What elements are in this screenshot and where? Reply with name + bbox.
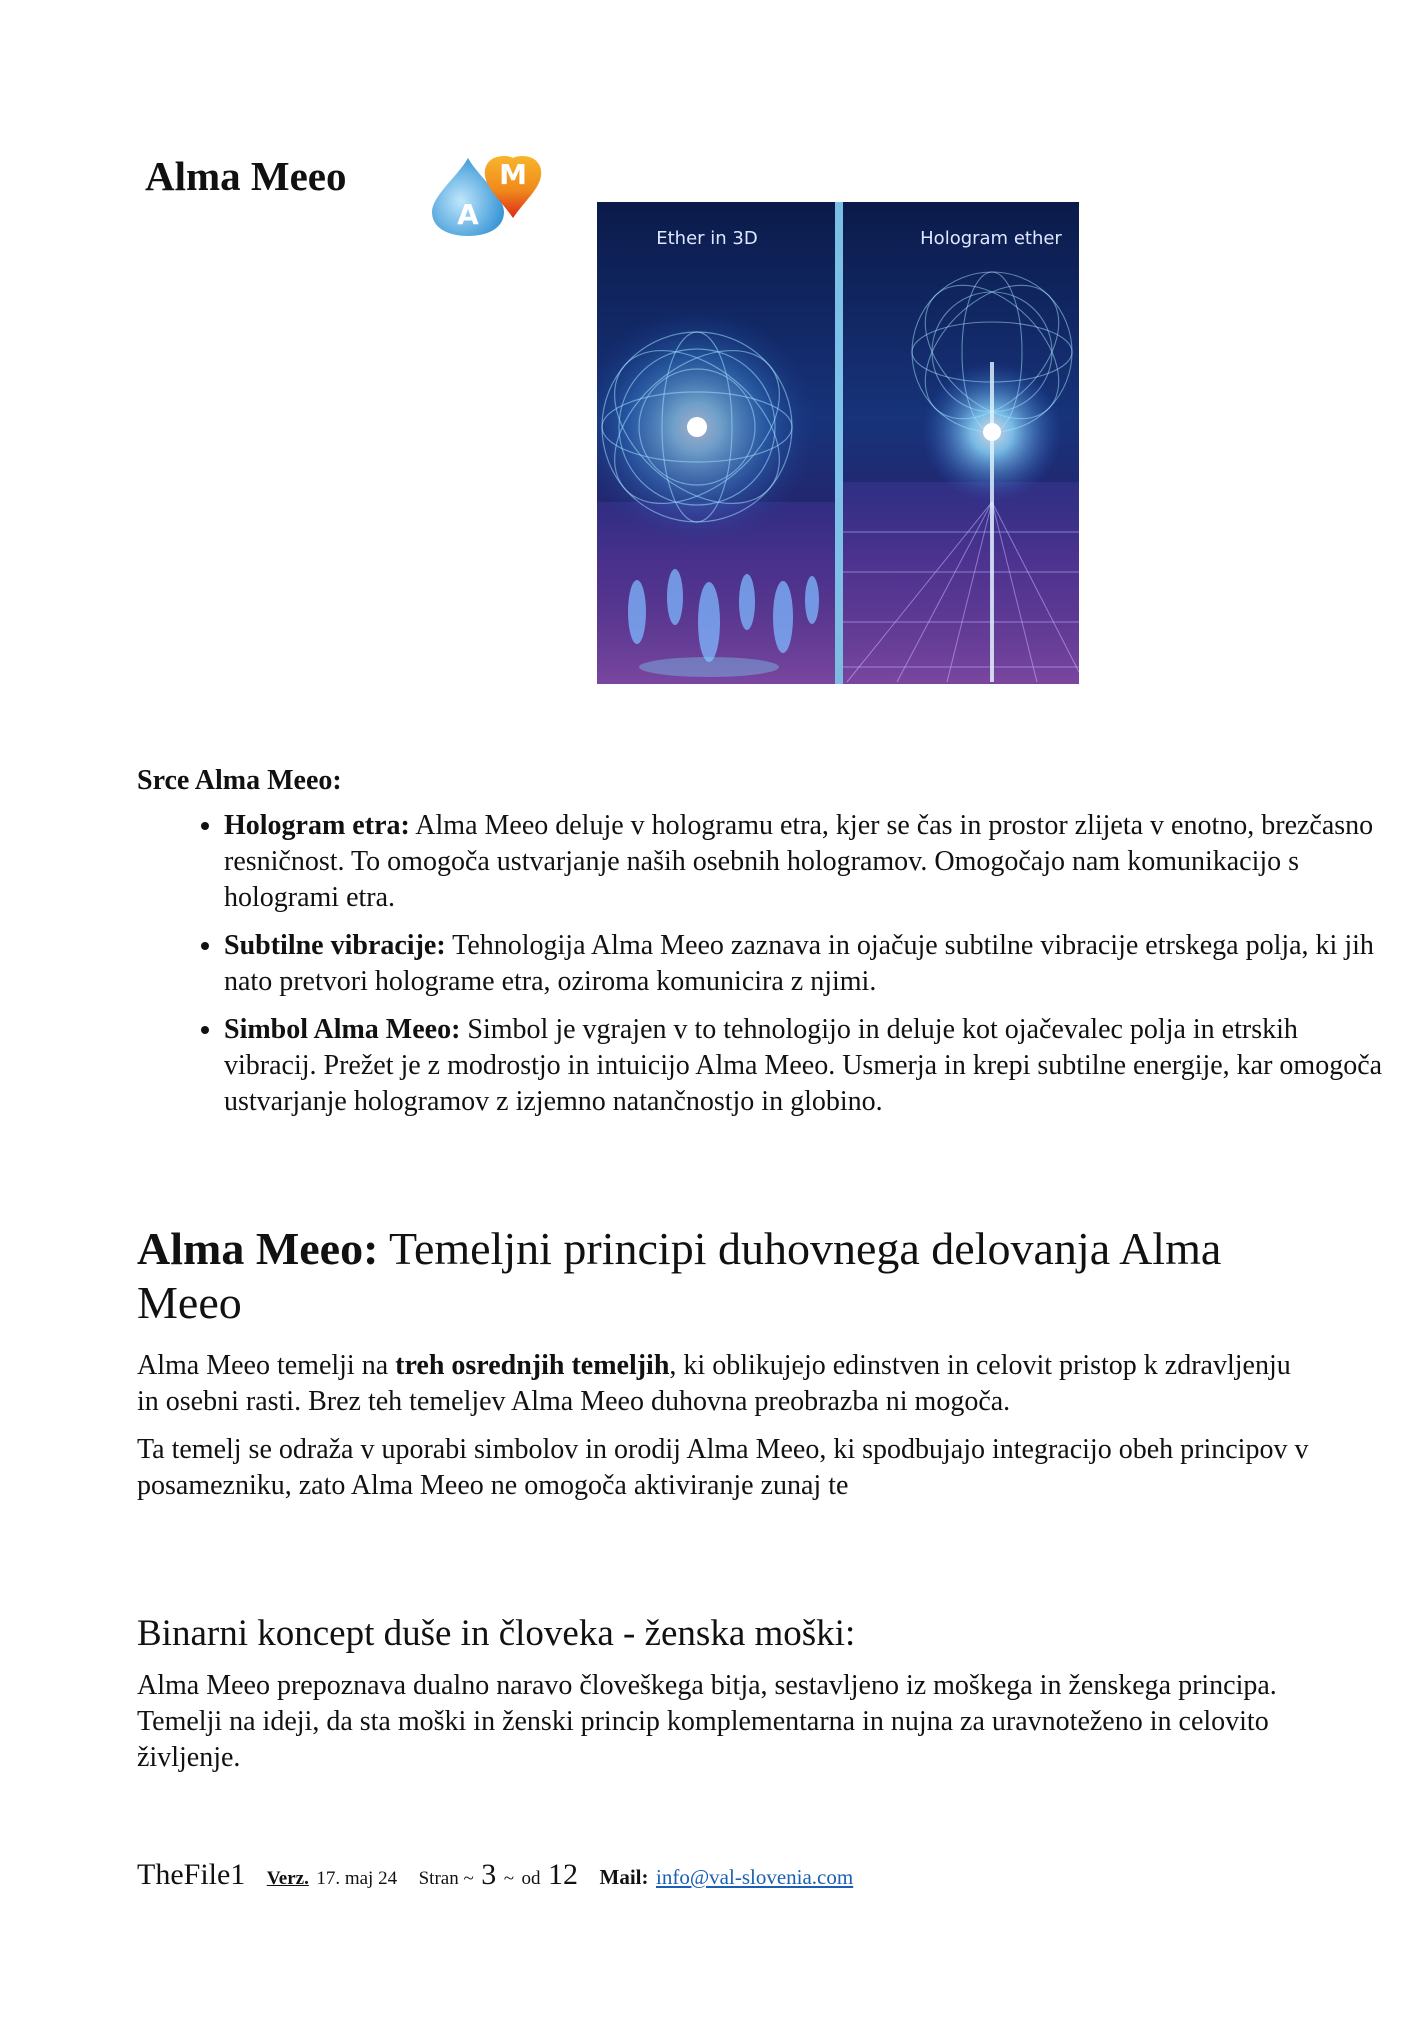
principles-p1-after: , ki oblikujejo edinstven in celovit pristop k zdravljenju in osebni rasti. Brez teh temeljev Alma Meeo duhovna preobrazba ni mogoča. (137, 1350, 1291, 1417)
alma-meeo-logo (428, 148, 573, 238)
section-label-srce: Srce Alma Meeo: (137, 765, 342, 796)
footer-page-number: 3 (481, 1858, 497, 1891)
footer-page-total: 12 (548, 1858, 579, 1891)
logo-letter-a: A (457, 198, 479, 231)
feature-list (137, 808, 1384, 1132)
logo-letter-m: M (499, 158, 527, 191)
feature-text: Tehnologija Alma Meeo zaznava in ojačuje subtilne vibracije etrskega polja, ki jih nato pretvori holograme etra, oziroma komunicira z njimi. (224, 930, 1374, 997)
footer-page-label: Stran ~ (418, 1868, 474, 1889)
principles-heading-rest: Temeljni principi duhovnega delovanja Alma Meeo (137, 1223, 1222, 1328)
list-item (224, 1012, 1384, 1120)
principles-heading-bold: Alma Meeo: (137, 1223, 379, 1274)
hero-label-ether-3d: Ether in 3D (656, 228, 758, 249)
principles-p1-before: Alma Meeo temelji na (137, 1350, 396, 1381)
hero-image-ether (597, 202, 1079, 684)
footer-version-label: Verz. (266, 1868, 309, 1889)
footer-page-separator: ~ (503, 1868, 515, 1889)
brand-title: Alma Meeo (145, 153, 347, 199)
footer-date: 17. maj 24 (316, 1868, 398, 1889)
footer-of-label: od (521, 1868, 541, 1889)
principles-paragraph-2: Ta temelj se odraža v uporabi simbolov in orodij Alma Meeo, ki spodbujajo integracijo obeh principov v posamezniku, zato Alma Meeo ne omogoča aktiviranje zunaj te (137, 1434, 1309, 1501)
feature-text: Alma Meeo deluje v hologramu etra, kjer se čas in prostor zlijeta v enotno, brezčasno resničnost. To omogoča ustvarjanje naših osebnih hologramov. Omogočajo nam komunikacijo s hologrami etra. (224, 810, 1374, 913)
list-item (224, 808, 1384, 916)
page-footer (137, 1858, 853, 1892)
hero-label-hologram-ether: Hologram ether (920, 228, 1062, 249)
feature-text: Simbol je vgrajen v to tehnologijo in deluje kot ojačevalec polja in etrskih vibracij. Prežet je z modrostjo in intuicijo Alma Meeo. Usmerja in krepi subtilne energije, kar omogoča ustvarjanje hologramov z izjemno natančnostjo in globino. (224, 1014, 1383, 1117)
principles-paragraph-1 (137, 1348, 1317, 1420)
binary-paragraph: Alma Meeo prepoznava dualno naravo človeškega bitja, sestavljeno iz moškega in ženskega principa. Temelji na ideji, da sta moški in ženski princip komplementarna in nujna za uravnoteženo in celovito življenje. (137, 1670, 1277, 1773)
principles-p1-bold: treh osrednjih temeljih (395, 1350, 670, 1381)
list-item (224, 928, 1384, 1000)
footer-file: TheFile1 (137, 1858, 246, 1891)
feature-term: Hologram etra: (224, 810, 410, 841)
feature-term: Simbol Alma Meeo: (224, 1014, 461, 1045)
footer-email-link[interactable]: info@val-slovenia.com (656, 1865, 854, 1889)
binary-heading: Binarni koncept duše in človeka - ženska moški: (137, 1613, 856, 1654)
footer-mail-label: Mail: (599, 1865, 649, 1889)
feature-term: Subtilne vibracije: (224, 930, 446, 961)
principles-heading (137, 1222, 1317, 1330)
